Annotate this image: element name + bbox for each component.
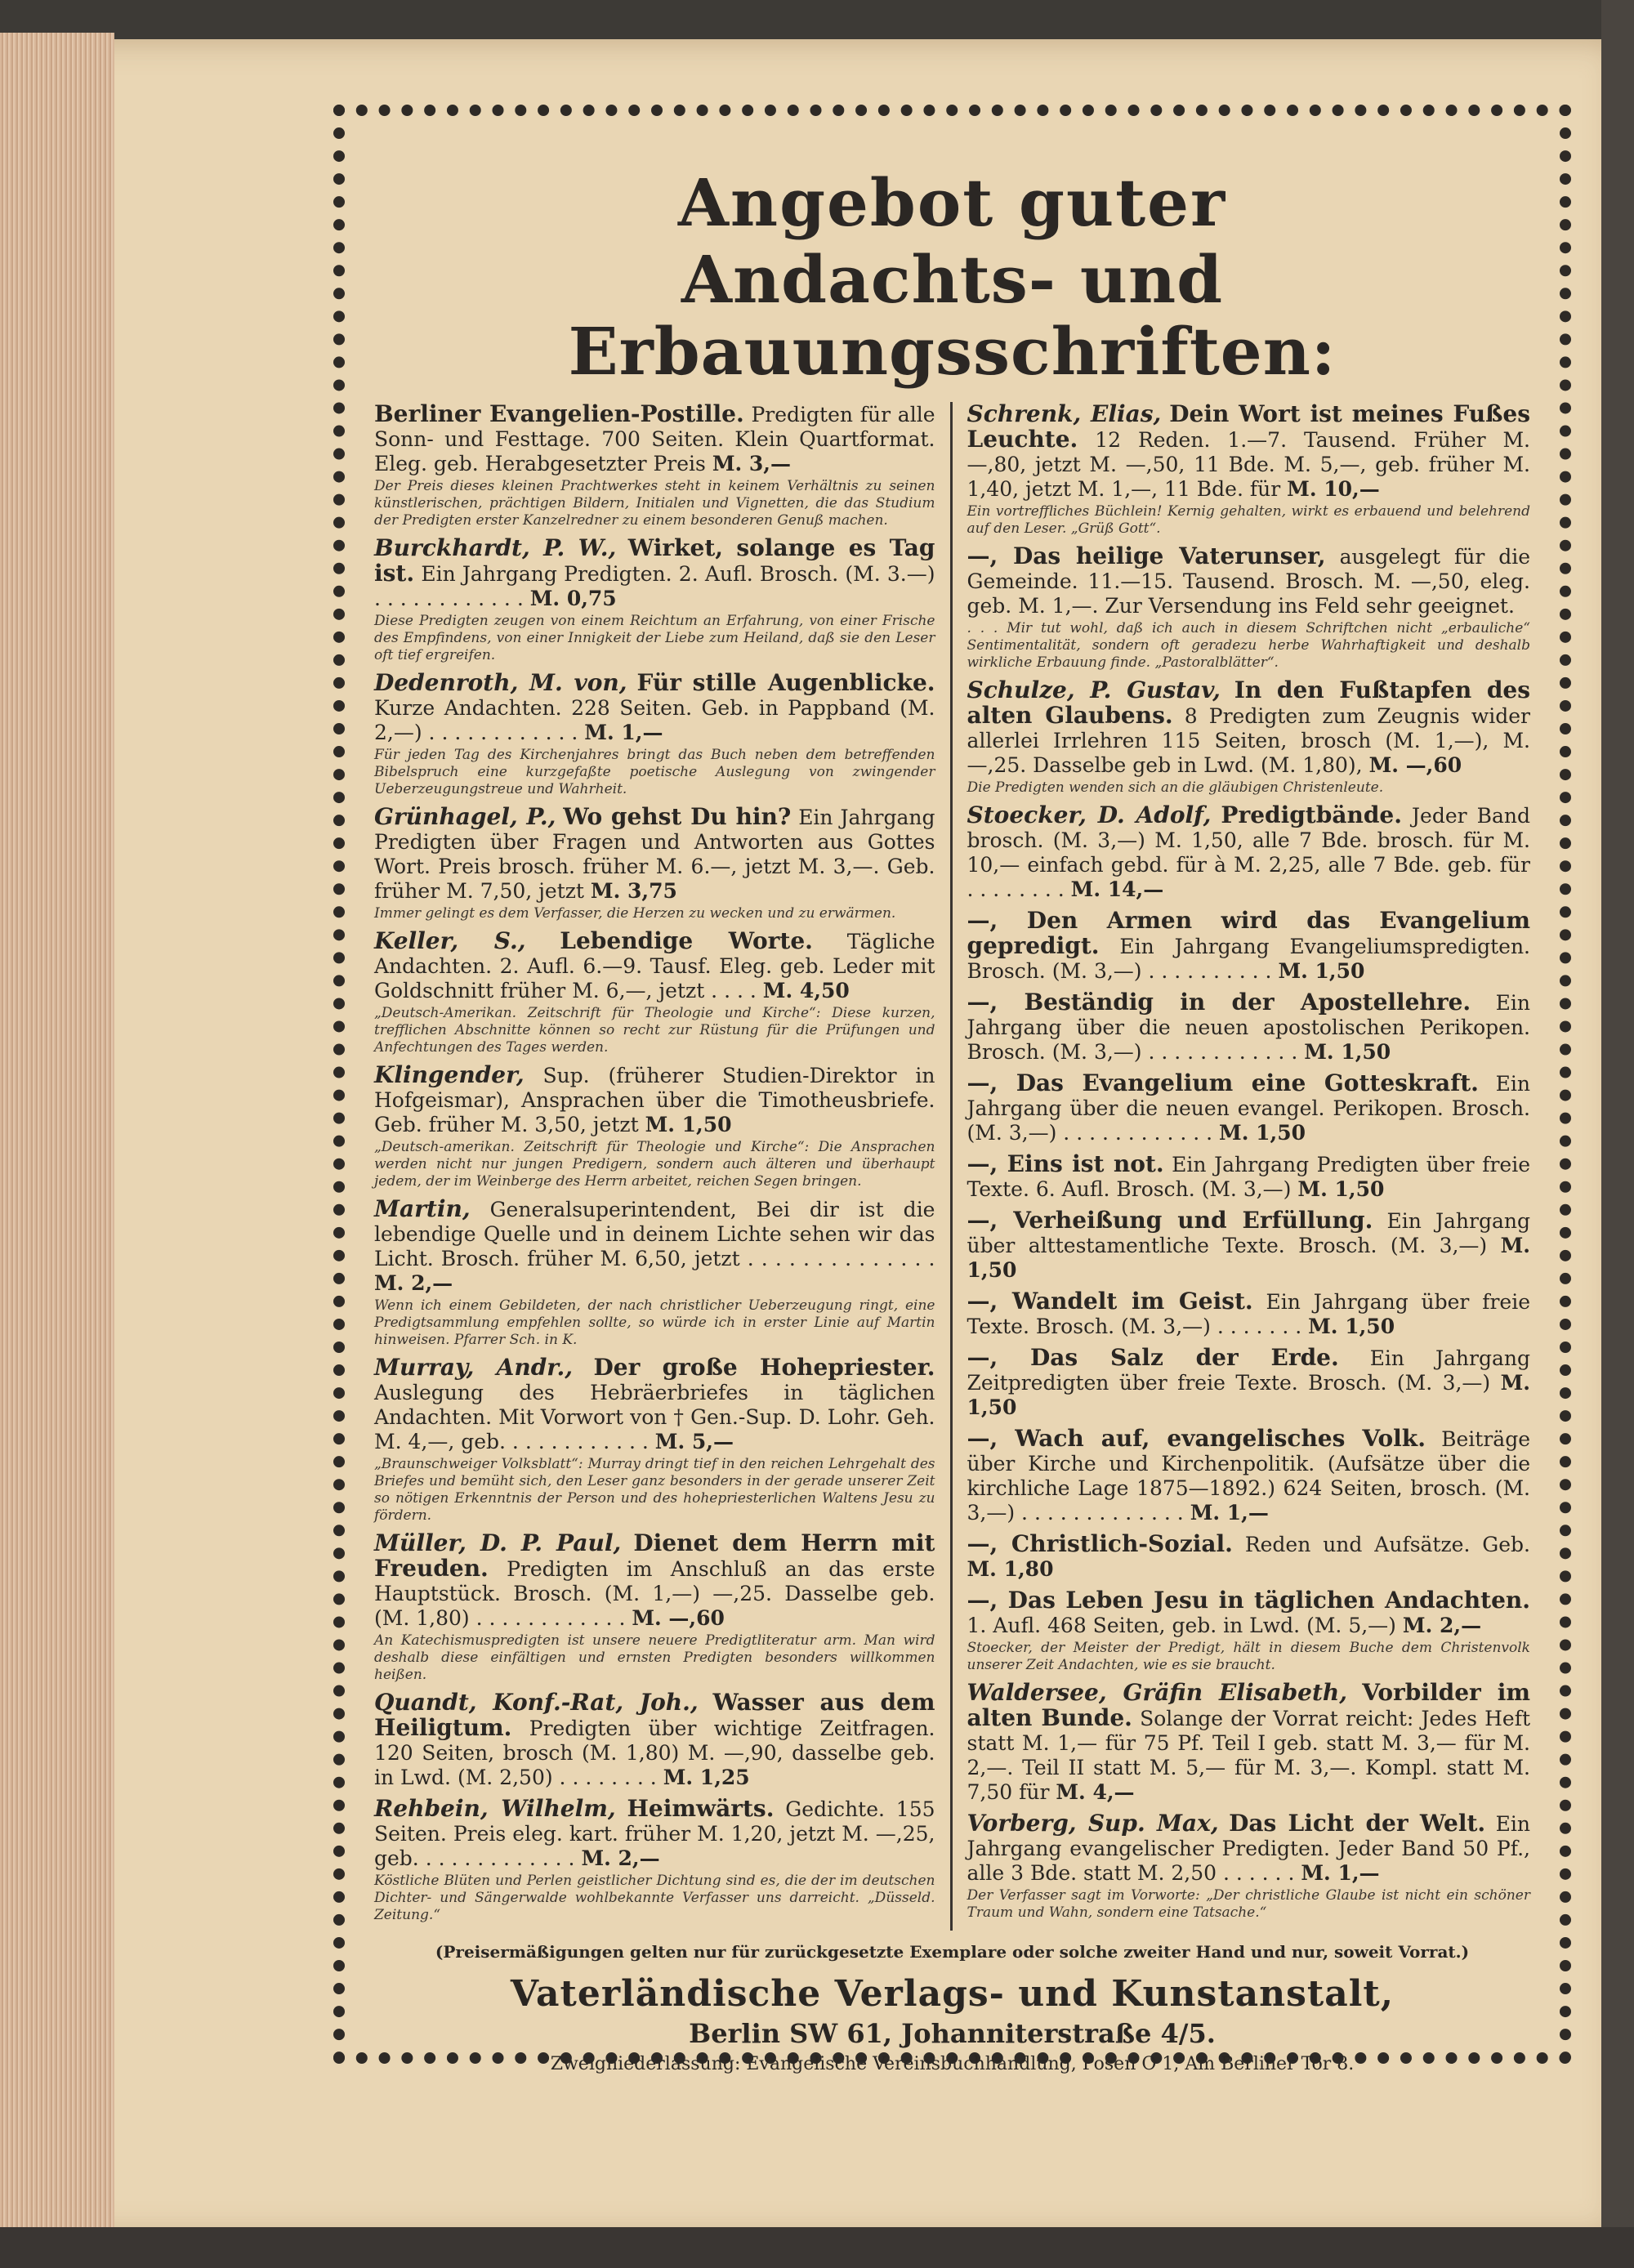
book-description: Solange der Vorrat reicht: Jedes Heft statt M. 1,— für 75 Pf. Teil I geb. statt M. 3,— für M. 2,—. Teil II statt M. 5,— für M. 3,—. Kompl. statt M. 7,50 für (967, 1707, 1531, 1804)
author-name: Rehbein, Wilhelm, (374, 1795, 616, 1822)
review-note: Der Preis dieses kleinen Prachtwerkes steht in keinem Verhältnis zu seinen künstlerischen, prächtigen Bildern, Initialen und Vignetten, die das Studium der Predigten erster Kanzelredner zu einem besonderen Genuß machen. (374, 478, 935, 529)
book-price: M. 3,— (712, 452, 791, 475)
book-entry (967, 1681, 1531, 1805)
book-entry (967, 544, 1531, 672)
book-price: M. 1,50 (1278, 959, 1365, 983)
book-price: M. 3,75 (590, 879, 677, 903)
book-description: Predigten im Anschluß an das erste Hauptstück. Brosch. (M. 1,—) —,25. Dasselbe geb. (M. 1,80) . . . . . . . . . . . . (374, 1557, 935, 1630)
book-description: Sup. (früherer Studien-Direktor in Hofgeismar), Ansprachen über die Timotheusbriefe. Geb. früher M. 3,50, jetzt (374, 1064, 935, 1136)
book-entry (967, 1811, 1531, 1922)
book-entry (967, 990, 1531, 1065)
book-title: —, Wandelt im Geist. (967, 1288, 1253, 1315)
book-description: 8 Predigten zum Zeugnis wider allerlei Irrlehren 115 Seiten, brosch (M. 1,—), M. —,25. Dasselbe geb in Lwd. (M. 1,80), (967, 704, 1530, 777)
author-name: Burckhardt, P. W., (374, 534, 617, 561)
book-entry (967, 678, 1531, 797)
book-title: Wasser aus dem Heiligtum. (374, 1689, 935, 1741)
author-name: Dedenroth, M. von, (374, 669, 627, 696)
footer (374, 1942, 1530, 2074)
book-title: Das Licht der Welt. (1229, 1810, 1486, 1837)
headline-line2: Andachts- und Erbauungsschriften: (568, 241, 1337, 390)
book-description: ausgelegt für die Gemeinde. 11.—15. Tausend. Brosch. M. —,50, eleg. geb. M. 1,—. Zur Versendung ins Feld sehr geeignet. (967, 545, 1530, 618)
book-description: Jeder Band brosch. (M. 3,—) M. 1,50, alle 7 Bde. brosch. für M. 10,— einfach gebd. für à M. 2,25, alle 7 Bde. geb. für . . . . . . . . (967, 804, 1530, 901)
review-note: Stoecker, der Meister der Predigt, hält in diesem Buche dem Christenvolk unserer Zeit Andachten, wie es sie braucht. (967, 1640, 1530, 1673)
book-title: —, Das heilige Vaterunser, (967, 542, 1326, 569)
book-price: M. 1,50 (967, 1371, 1531, 1419)
book-title: Vorbilder im alten Bunde. (967, 1679, 1531, 1731)
listing-columns (374, 402, 1530, 1931)
review-note: „Deutsch-Amerikan. Zeitschrift für Theologie und Kirche“: Diese kurzen, trefflichen Abschnitte können so recht zur Rüstung für die Prüfungen und Anfechtungen des Tages werden. (374, 1005, 935, 1056)
book-title: Wo gehst Du hin? (563, 803, 792, 830)
book-description: Ein Jahrgang Evangeliumspredigten. Brosch. (M. 3,—) . . . . . . . . . . (967, 935, 1530, 983)
book-title: —, Das Leben Jesu in täglichen Andachten. (967, 1587, 1530, 1614)
book-entry (374, 536, 935, 664)
book-price: M. —,60 (1368, 753, 1462, 777)
book-entry (374, 1797, 935, 1924)
book-price: M. 4,— (1056, 1780, 1135, 1804)
book-entry (967, 1289, 1531, 1339)
review-note: Immer gelingt es dem Verfasser, die Herzen zu wecken und zu erwärmen. (374, 905, 896, 922)
book-entry (967, 1426, 1531, 1525)
book-title: Berliner Evangelien-Postille. (374, 400, 744, 427)
author-name: Schulze, P. Gustav, (967, 676, 1221, 703)
book-price: M. 1,25 (663, 1766, 750, 1789)
book-entry (967, 909, 1531, 984)
book-entry (967, 1346, 1531, 1420)
book-entry (374, 1355, 935, 1525)
book-price: M. 4,50 (762, 979, 850, 1002)
book-price: M. 1,80 (967, 1557, 1054, 1581)
author-name: Murray, Andr., (374, 1354, 573, 1381)
book-entry (374, 1531, 935, 1684)
left-column (374, 402, 953, 1931)
book-entry (967, 1152, 1531, 1202)
book-title: —, Das Evangelium eine Gotteskraft. (967, 1069, 1479, 1096)
advertisement-box (333, 105, 1571, 2074)
book-price: M. 1,50 (1308, 1315, 1395, 1338)
book-title: Predigtbände. (1221, 801, 1402, 828)
book-description: Ein Jahrgang evangelischer Predigten. Jeder Band 50 Pf., alle 3 Bde. statt M. 2,50 . . . . . . (967, 1812, 1531, 1885)
book-description: Ein Jahrgang Predigten über Fragen und Antworten aus Gottes Wort. Preis brosch. früher M. 6.—, jetzt M. 3,—. Geb. früher M. 7,50, jetzt (374, 806, 935, 903)
book-entry (967, 402, 1531, 538)
book-price: M. 2,— (1402, 1614, 1482, 1637)
right-column (953, 402, 1531, 1931)
book-title: —, Verheißung und Erfüllung. (967, 1207, 1373, 1234)
book-description: Beiträge über Kirche und Kirchenpolitik. (Aufsätze über die kirchliche Lage 1875—1892.) 624 Seiten, brosch. (M. 3,—) . . . . . . . . . . . . . (967, 1427, 1531, 1525)
book-title: Heimwärts. (627, 1795, 775, 1822)
book-description: 12 Reden. 1.—7. Tausend. Früher M. —,80, jetzt M. —,50, 11 Bde. M. 5,—, geb. früher M. 1,40, jetzt M. 1,—, 11 Bde. für (967, 428, 1531, 501)
branch-office: Zweigniederlassung: Evangelische Vereinsbuchhandlung, Posen O 1, Am Berliner Tor 8. (550, 2054, 1355, 2074)
book-entry (374, 1063, 935, 1190)
review-note: Wenn ich einem Gebildeten, der nach christlicher Ueberzeugung ringt, eine Predigtsammlung empfehlen sollte, so würde ich in erster Linie auf Martin hinweisen. Pfarrer Sch. in K. (374, 1297, 935, 1348)
review-note: An Katechismuspredigten ist unsere neuere Predigtliteratur arm. Man wird deshalb diese einfältigen und ernsten Predigten besonders willkommen heißen. (374, 1632, 935, 1683)
book-description: Tägliche Andachten. 2. Aufl. 6.—9. Tausf. Eleg. geb. Leder mit Goldschnitt früher M. 6,—, jetzt . . . . (374, 930, 935, 1002)
book-title: Dein Wort ist meines Fußes Leuchte. (967, 400, 1530, 453)
book-description: Gedichte. 155 Seiten. Preis eleg. kart. früher M. 1,20, jetzt M. —,25, geb. . . . . . . . . . . . . (374, 1797, 935, 1870)
book-price: M. —,60 (632, 1606, 725, 1630)
book-price: M. 1,50 (967, 1234, 1530, 1282)
author-name: Müller, D. P. Paul, (374, 1529, 622, 1556)
book-price: M. 5,— (654, 1430, 734, 1453)
book-description: Reden und Aufsätze. Geb. (1244, 1533, 1530, 1556)
book-description: Predigten für alle Sonn- und Festtage. 700 Seiten. Klein Quartformat. Eleg. geb. Herabgesetzter Preis (374, 403, 935, 475)
book-description: Ein Jahrgang Predigten. 2. Aufl. Brosch. (M. 3.—) . . . . . . . . . . . . (374, 562, 935, 610)
publisher-address: Berlin SW 61, Johanniterstraße 4/5. (689, 2018, 1216, 2049)
author-name: Schrenk, Elias, (967, 400, 1162, 427)
book-price: M. 1,— (1190, 1501, 1269, 1525)
author-name: Waldersee, Gräfin Elisabeth, (967, 1679, 1347, 1706)
book-title: Lebendige Worte. (560, 927, 813, 954)
author-name: Grünhagel, P., (374, 803, 556, 830)
book-entry (374, 929, 935, 1056)
review-note: Diese Predigten zeugen von einem Reichtum an Erfahrung, von einer Frische des Empfindens, von einer Innigkeit der Liebe zum Heiland, daß sie den Leser oft tief ergreifen. (374, 613, 935, 663)
book-description: Ein Jahrgang Zeitpredigten über freie Texte. Brosch. (M. 3,—) (967, 1346, 1530, 1395)
book-title: —, Wach auf, evangelisches Volk. (967, 1425, 1426, 1452)
book-description: 1. Aufl. 468 Seiten, geb. in Lwd. (M. 5,—) (967, 1614, 1396, 1637)
book-price: M. 14,— (1070, 877, 1164, 901)
book-entry (374, 1690, 935, 1790)
book-price: M. 2,— (581, 1846, 660, 1870)
author-name: Klingender, (374, 1061, 525, 1088)
author-name: Martin, (374, 1195, 471, 1222)
headline-line1: Angebot guter (677, 164, 1227, 241)
book-entry (374, 402, 935, 529)
book-description: Generalsuperintendent, Bei dir ist die lebendige Quelle und in deinem Lichte sehen wir das Licht. Brosch. früher M. 6,50, jetzt . . . . . . . . . . . . . . (374, 1198, 935, 1270)
book-price: M. 1,— (584, 721, 663, 744)
review-note: Ein vortreffliches Büchlein! Kernig gehalten, wirkt es erbauend und belehrend auf den Leser. „Grüß Gott“. (967, 503, 1530, 537)
book-description: Ein Jahrgang über freie Texte. Brosch. (M. 3,—) . . . . . . . (967, 1290, 1530, 1338)
book-price: M. 1,50 (645, 1113, 732, 1136)
review-note: Für jeden Tag des Kirchenjahres bringt das Buch neben dem betreffenden Bibelspruch eine kurzgefaßte poetische Auslegung von zwingender Ueberzeugungstreue und Wahrheit. (374, 747, 935, 797)
book-cover-right (1601, 0, 1634, 2268)
book-entry (374, 671, 935, 798)
author-name: Vorberg, Sup. Max, (967, 1810, 1219, 1837)
book-price: M. 1,50 (1304, 1040, 1391, 1064)
book-title: Für stille Augenblicke. (636, 669, 935, 696)
book-description: Predigten über wichtige Zeitfragen. 120 Seiten, brosch (M. 1,80) M. —,90, dasselbe geb. in Lwd. (M. 2,50) . . . . . . . . (374, 1717, 935, 1789)
book-entry (967, 1588, 1531, 1674)
book-entry (967, 1532, 1531, 1582)
book-entry (967, 803, 1531, 902)
book-description: Ein Jahrgang über alttestamentliche Texte. Brosch. (M. 3,—) (967, 1209, 1530, 1257)
review-note: „Deutsch-amerikan. Zeitschrift für Theologie und Kirche“: Die Ansprachen werden nicht nur jungen Predigern, sondern auch älteren und überhaupt jedem, der im Weinberge des Herrn arbeitet, reichen Segen bringen. (374, 1139, 935, 1190)
publisher-name: Vaterländische Verlags- und Kunstanstalt, (510, 1973, 1395, 2015)
book-entry (967, 1208, 1531, 1283)
book-price: M. 10,— (1287, 477, 1380, 501)
book-title: Dienet dem Herrn mit Freuden. (374, 1529, 935, 1582)
book-title: —, Eins ist not. (967, 1150, 1164, 1177)
book-price: M. 0,75 (529, 587, 617, 610)
book-cover-bottom (0, 2227, 1634, 2268)
review-note: . . . Mir tut wohl, daß ich auch in diesem Schriftchen nicht „erbauliche“ Sentimentalität, sondern oft geradezu herbe Wahrhaftigkeit und deshalb wirkliche Erbauung finde. „Pastoralblätter“. (967, 620, 1530, 671)
book-entry (374, 1197, 935, 1349)
book-price: M. 1,— (1301, 1861, 1380, 1885)
book-title: Der große Hohepriester. (593, 1354, 935, 1381)
book-title: —, Das Salz der Erde. (967, 1344, 1339, 1371)
book-title: In den Fußtapfen des alten Glaubens. (967, 676, 1531, 729)
book-price: M. 1,50 (1297, 1177, 1385, 1201)
book-entry (374, 805, 935, 922)
book-description: Ein Jahrgang über die neuen evangel. Perikopen. Brosch. (M. 3,—) . . . . . . . . . . . . (967, 1072, 1530, 1145)
page-edges (0, 33, 114, 2239)
book-title: Wirket, solange es Tag ist. (374, 534, 935, 587)
price-reduction-note: (Preisermäßigungen gelten nur für zurückgesetzte Exemplare oder solche zweiter Hand und nur, soweit Vorrat.) (435, 1942, 1470, 1962)
book-price: M. 1,50 (1219, 1121, 1306, 1145)
review-note: Köstliche Blüten und Perlen geistlicher Dichtung sind es, die der im deutschen Dichter- und Sängerwalde wohlbekannte Verfasser uns darreicht. „Düsseld. Zeitung.“ (374, 1873, 935, 1923)
author-name: Stoecker, D. Adolf, (967, 801, 1212, 828)
book-description: Ein Jahrgang Predigten über freie Texte. 6. Aufl. Brosch. (M. 3,—) (967, 1153, 1530, 1201)
author-name: Keller, S., (374, 927, 526, 954)
book-price: M. 2,— (374, 1271, 453, 1295)
review-note: „Braunschweiger Volksblatt“: Murray dringt tief in den reichen Lehrgehalt des Briefes und bemüht sich, den Leser ganz besonders in der gerade unserer Zeit so nötigen Erkenntnis der Person und des hohepriesterlichen Waltens Jesu zu fördern. (374, 1456, 935, 1524)
review-note: Die Predigten wenden sich an die gläubigen Christenleute. (967, 779, 1384, 796)
book-description: Auslegung des Hebräerbriefes in täglichen Andachten. Mit Vorwort von † Gen.-Sup. D. Lohr. Geh. M. 4,—, geb. . . . . . . . . . . . (374, 1381, 935, 1453)
book-title: —, Beständig in der Apostellehre. (967, 989, 1471, 1016)
author-name: Quandt, Konf.-Rat, Joh., (374, 1689, 699, 1716)
book-description: Ein Jahrgang über die neuen apostolischen Perikopen. Brosch. (M. 3,—) . . . . . . . . . . . . (967, 991, 1530, 1064)
book-title: —, Den Armen wird das Evangelium gepredigt. (967, 907, 1530, 959)
book-entry (967, 1071, 1531, 1145)
book-description: Kurze Andachten. 228 Seiten. Geb. in Pappband (M. 2,—) . . . . . . . . . . . . (374, 696, 935, 744)
review-note: Der Verfasser sagt im Vorworte: „Der christliche Glaube ist nicht ein schöner Traum und Wahn, sondern eine Tatsache.“ (967, 1887, 1530, 1921)
book-title: —, Christlich-Sozial. (967, 1530, 1233, 1557)
